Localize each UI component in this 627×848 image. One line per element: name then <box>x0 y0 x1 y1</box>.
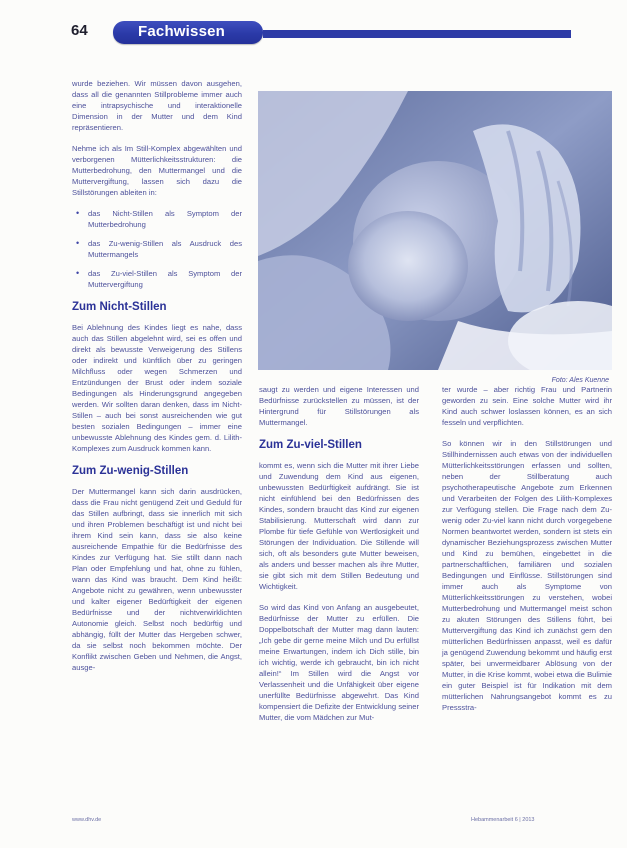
section-title: Fachwissen <box>138 23 226 40</box>
paragraph: kommt es, wenn sich die Mutter mit ihrer Liebe und Zuwendung dem Kind aus eigenen, unbewussten Bedürftigkeit aufdrängt. Sie ist nicht einfühlend bei den Bedürfnissen des Kindes, sondern braucht das Kind zur eigenen Stabilisierung. Mutterschaft wird dann zur Plombe für tiefe Gefühle von Wertlosigkeit und Störungen der Individuation. Die Stillende will sich, oft als besonders gute Mutter beweisen, als anders und besser machen als ihre Mutter, sie gibt sich mit dem Stillen Bedeutung und Wichtigkeit. <box>259 461 419 591</box>
section-label <box>113 21 263 44</box>
paragraph: saugt zu werden und eigene Interessen und Bedürfnisse zurückstellen zu müssen, ist der Hintergrund für Stillstörungen als Muttermangel. <box>259 385 419 427</box>
paragraph: Nehme ich als Im Still-Komplex abgewählten und verborgenen Mütterlichkeitsstrukturen: die Mutterbedrohung, den Muttermangel und die Muttervergiftung, lassen sich dazu die Stillstörungen ableiten in: <box>72 144 242 197</box>
bullet-item: • das Zu-wenig-Stillen als Ausdruck des Muttermangels <box>72 238 242 260</box>
heading-zu-viel-stillen: Zum Zu-viel-Stillen <box>259 439 362 451</box>
footer-issue: Hebammenarbeit 6 | 2013 <box>471 817 535 823</box>
heading-zu-wenig-stillen: Zum Zu-wenig-Stillen <box>72 465 189 477</box>
footer-url: www.dhv.de <box>72 817 102 823</box>
paragraph: wurde beziehen. Wir müssen davon ausgehen, dass all die genannten Stillprobleme immer auch eine intrapsychische und interaktionelle Dimension in der Mutter und dem Kind repräsentieren. <box>72 79 242 132</box>
paragraph: Bei Ablehnung des Kindes liegt es nahe, dass auch das Stillen abgelehnt wird, sei es offen und direkt als bewusste Verweigerung des Stillens oder indirekt und künftlich über zu geringen Milchfluss oder wegen Schmerzen und Entzündungen der Brust oder indem soziale Bedingungen als Hinderungsgrund angegeben werden. Wir sollten daran denken, dass im Nicht-Stillen – auch bei sonst ausreichenden wie gut besten sozialen Bedingungen – immer eine unbewusste Ablehnung des Kindes gem. d. Lilith-Komplexes zum Ausdruck kommen kann. <box>72 323 242 453</box>
photo-image <box>258 91 612 370</box>
paragraph: Der Muttermangel kann sich darin ausdrücken, dass die Frau nicht genügend Zeit und Geduld für das Stillen aufbringt, dass sie innerlich mit sich und ihren Problemen beschäftigt ist und nicht bei ihrem Kind sein kann, dass sie also keine ausreichende Empathie für die Bedürfnisse des Kindes zur Verfügung hat. Sie stillt dann nach Plan oder Empfehlung und hat, ohne zu fühlen, wann das Kind was braucht. Dem Kind heißt: Angebote nicht zu gewähren, wenn unbewusster und kalter eigener Bedürftigkeit der eigenen Bedürfnisse und der nichtverwirklichten Autonomie gleich. Selbst noch bedürftig und abhängig, füllt der Mutter das Hergeben schwer, da sie selbst noch bekommen möchte. Der Konflikt zwischen Geben und Nehmen, die Angst, ausge- <box>72 487 242 672</box>
heading-nicht-stillen: Zum Nicht-Stillen <box>72 301 167 313</box>
text-column-2 <box>259 384 419 723</box>
paragraph: ter wurde – aber richtig Frau und Partnerin geworden zu sein. Eine solche Mutter wird ihr Kind auch schwer loslassen können, es an sich fesseln und verpflichten. <box>442 385 612 427</box>
bullet-list <box>72 208 242 290</box>
paragraph: So wird das Kind von Anfang an ausgebeutet, Bedürfnisse der Mutter zu erfüllen. Die Doppelbotschaft der Mutter mag dann lauten: „Ich gebe dir gerne meine Milch und Du erfüllst meine Erwartungen, indem ich Dich stille, bin ich wichtig, werde ich gebraucht, bin ich nicht allein!“ Im Stillen wird die Angst vor Verlassenheit und die Unfähigkeit über eigene unerfüllte Bedürfnisse abgewehrt. Das Kind kompensiert die Defizite der Entwicklung seiner Mutter, die vom Mädchen zur Mut- <box>259 603 419 722</box>
text-column-1 <box>72 78 242 673</box>
breastfeeding-photo <box>258 91 612 370</box>
header-bar <box>263 30 571 38</box>
photo-credit: Foto: Ales Kuenne <box>551 377 609 384</box>
page-number: 64 <box>71 22 88 39</box>
bullet-item: • das Nicht-Stillen als Symptom der Mutterbedrohung <box>72 208 242 230</box>
paragraph: So können wir in den Stillstörungen und Stillhindernissen auch etwas von der individuellen Mütterlichkeitsstörungen erfassen und sollten, neben der Stillberatung auch psychotherapeutische Angebote zum Erkennen und Verarbeiten der Folgen des Lilith-Komplexes zur Verfügung stellen. Die Frage nach dem Zu-wenig oder Zu-viel kann nicht durch vorgegebene Normen beantwortet werden, sondern ist stets ein dynamischer Beziehungsprozess zwischen Mutter und Kind zu bemühen, eingebettet in die partnerschaftlichen, familiären und sozialen Bedingungen und Einflüsse. Stillstörungen sind immer auch als Symptome von Mütterlichkeitsstörungen zu verstehen, wobei Mutterbedrohung und Muttermangel meist schon zu akuten Störungen des Stillens führt, bei Muttervergiftung das Kind ich zunächst gern den mütterlichen Bedürfnissen anpasst, weil es dafür ja genügend Zuwendung bekommt und häufig erst später, bei unvermeidbarer Ablösung von der Mutter, in die Krise kommt, wobei etwa die Bulimie ein guter Beispiel ist für Indikation mit dem mütterlichen Nahrungsangebot kommt es zu Pressstra- <box>442 439 612 712</box>
bullet-item: • das Zu-viel-Stillen als Symptom der Muttervergiftung <box>72 268 242 290</box>
text-column-3 <box>442 384 612 713</box>
